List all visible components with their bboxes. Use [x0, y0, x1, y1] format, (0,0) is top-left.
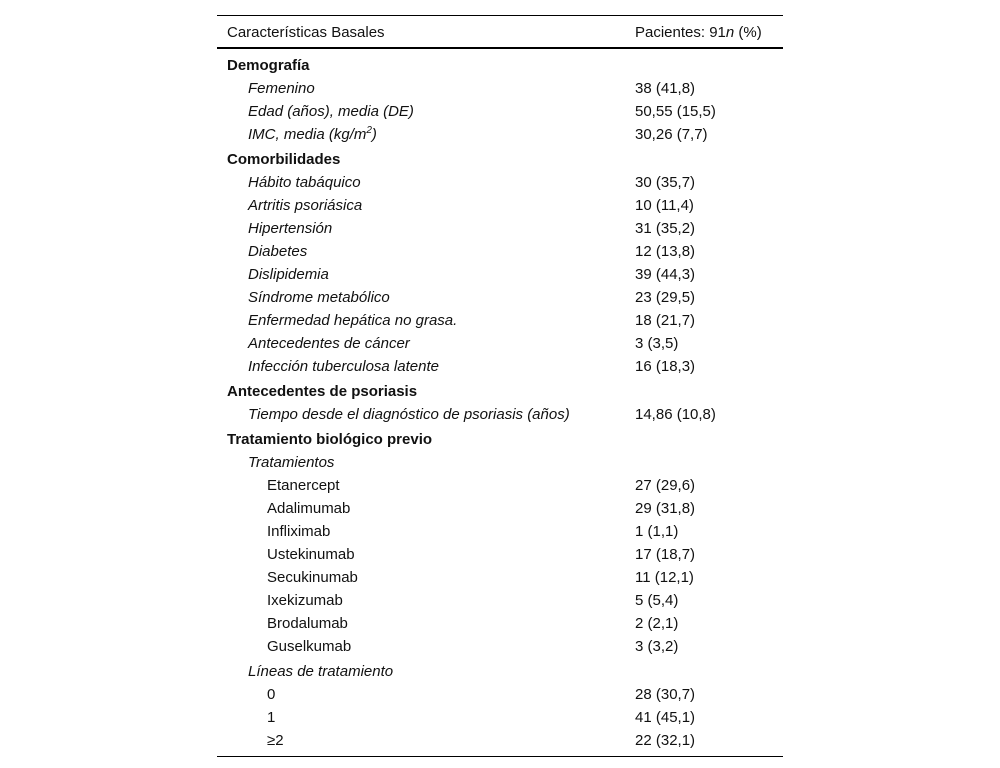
table-row: [217, 100, 783, 123]
row-value: 3 (3,5): [635, 335, 679, 352]
row-label: Infección tuberculosa latente: [248, 358, 439, 375]
header-patients-suffix: (%): [734, 24, 762, 41]
section-row-psoriasis: [217, 378, 783, 403]
table-row: [217, 286, 783, 309]
row-label: 1: [267, 709, 276, 726]
table-row: [217, 240, 783, 263]
section-title: Demografía: [227, 57, 310, 74]
row-label: Hábito tabáquico: [248, 174, 361, 191]
row-value: 30,26 (7,7): [635, 126, 708, 143]
row-label: [248, 126, 377, 143]
row-value: 30 (35,7): [635, 174, 696, 191]
header-patients: [635, 24, 762, 41]
row-value: 11 (12,1): [635, 569, 694, 586]
row-label: Ustekinumab: [267, 546, 355, 563]
row-value: 50,55 (15,5): [635, 103, 716, 120]
section-title: Tratamiento biológico previo: [227, 431, 433, 448]
row-label: Ixekizumab: [267, 592, 343, 609]
section-title: Antecedentes de psoriasis: [227, 383, 418, 400]
table-row: [217, 612, 783, 635]
row-value: 14,86 (10,8): [635, 406, 716, 423]
row-label: Diabetes: [248, 243, 308, 260]
row-value: 3 (3,2): [635, 638, 679, 655]
row-value: 1 (1,1): [635, 523, 679, 540]
imc-label-text: IMC, media (kg/m: [248, 126, 367, 143]
row-label: ≥2: [267, 732, 284, 749]
row-label: Secukinumab: [267, 569, 358, 586]
table-row: [217, 403, 783, 426]
subsection-row-lineas: [217, 658, 783, 683]
row-value: 27 (29,6): [635, 477, 696, 494]
row-label: Artritis psoriásica: [248, 197, 363, 214]
table-row: [217, 123, 783, 146]
row-label: Femenino: [248, 80, 315, 97]
table-row: [217, 309, 783, 332]
row-label: Hipertensión: [248, 220, 333, 237]
row-label: Dislipidemia: [248, 266, 329, 283]
table-row: [217, 217, 783, 240]
row-label: Infliximab: [267, 523, 331, 540]
row-value: 31 (35,2): [635, 220, 696, 237]
header-patients-prefix: Pacientes: 91: [635, 24, 726, 41]
table-row: [217, 589, 783, 612]
section-row-biologico: [217, 426, 783, 451]
row-label: Adalimumab: [267, 500, 351, 517]
row-label: Brodalumab: [267, 615, 348, 632]
section-title: Comorbilidades: [227, 151, 341, 168]
section-row-demografia: [217, 52, 783, 77]
row-value: 2 (2,1): [635, 615, 679, 632]
table-header-row: [217, 16, 783, 47]
table-row: [217, 263, 783, 286]
row-value: 41 (45,1): [635, 709, 696, 726]
subsection-title: Tratamientos: [248, 454, 335, 471]
table-row: [217, 497, 783, 520]
table-row: [217, 171, 783, 194]
header-characteristics: Características Basales: [227, 24, 385, 41]
table-row: [217, 706, 783, 729]
imc-label-close: ): [371, 126, 377, 143]
row-value: 16 (18,3): [635, 358, 696, 375]
row-label: Antecedentes de cáncer: [248, 335, 410, 352]
row-label: Tiempo desde el diagnóstico de psoriasis (años): [248, 406, 570, 423]
row-value: 18 (21,7): [635, 312, 696, 329]
row-value: 39 (44,3): [635, 266, 696, 283]
row-label: 0: [267, 686, 276, 703]
row-value: 38 (41,8): [635, 80, 696, 97]
table-row: [217, 566, 783, 589]
row-value: 12 (13,8): [635, 243, 696, 260]
table-bottom-rule: [217, 756, 783, 757]
table-row: [217, 520, 783, 543]
subsection-row-tratamientos: [217, 451, 783, 474]
row-value: 10 (11,4): [635, 197, 694, 214]
table-row: [217, 194, 783, 217]
table-body: [217, 49, 783, 756]
row-value: 29 (31,8): [635, 500, 696, 517]
row-label: Enfermedad hepática no grasa.: [248, 312, 458, 329]
baseline-characteristics-table: [217, 15, 783, 757]
row-value: 28 (30,7): [635, 686, 696, 703]
row-value: 17 (18,7): [635, 546, 696, 563]
row-label: Etanercept: [267, 477, 340, 494]
row-label: Guselkumab: [267, 638, 352, 655]
table-row: [217, 355, 783, 378]
table-row: [217, 729, 783, 752]
table-row: [217, 332, 783, 355]
table-row: [217, 683, 783, 706]
table-row: [217, 543, 783, 566]
imc-label-sup: 2: [366, 125, 372, 136]
row-value: 23 (29,5): [635, 289, 696, 306]
row-value: 22 (32,1): [635, 732, 696, 749]
table-row: [217, 77, 783, 100]
table-row: [217, 474, 783, 497]
section-row-comorbilidades: [217, 146, 783, 171]
header-patients-n: n: [725, 24, 735, 41]
subsection-title: Líneas de tratamiento: [248, 663, 394, 680]
row-label: Edad (años), media (DE): [248, 103, 414, 120]
row-label: Síndrome metabólico: [248, 289, 390, 306]
row-value: 5 (5,4): [635, 592, 679, 609]
table-row: [217, 635, 783, 658]
